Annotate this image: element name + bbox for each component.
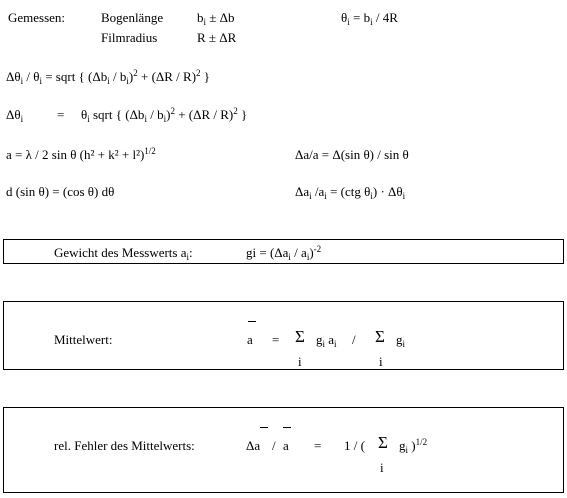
weight-box [3, 239, 564, 264]
sum-index-2: i [379, 354, 383, 369]
weight-formula: gi = $(\Delta a_i / a_i)^{-2}$ [246, 244, 322, 262]
mean-overbar [248, 321, 256, 322]
mean-slash: / [352, 332, 356, 347]
theta-error-rhs: $\theta_i$ sqrt { $(\Delta b_i / b_i)^2 + (\Delta R / R)^2$ } [81, 106, 248, 124]
relative-error-label: rel. Fehler des Mittelwerts: [54, 438, 195, 453]
mean-equals: = [272, 332, 280, 347]
filmradius-expr: R ± ΔR [197, 30, 237, 45]
bogenlaenge-label: Bogenlänge [101, 10, 164, 25]
theta-error-equals: = [57, 107, 65, 122]
mean-a: a [247, 332, 253, 347]
gemessen-label: Gemessen: [8, 10, 66, 25]
delta-a-overbar [260, 427, 268, 428]
theta-error-lhs: $\Delta\theta_i$ [6, 107, 24, 124]
relative-error-box [3, 407, 564, 493]
mean-denominator-term: $g_i$ [396, 332, 406, 349]
sum-index-1: i [298, 354, 302, 369]
relative-a-error-equation: Δa/a = Δ(sin θ) / sin θ [295, 147, 409, 162]
sum-symbol: Σ [295, 327, 305, 346]
a-mean: a [283, 438, 289, 453]
weight-label: Gewicht des Messwerts $a_i$: [54, 245, 193, 262]
mean-box [3, 301, 564, 370]
lattice-constant-equation: a = λ / 2 sin θ $(h^2 + k^2 + l^2)^{1/2}$ [6, 146, 156, 162]
sum-index-3: i [380, 460, 384, 475]
a-mean-overbar [283, 427, 291, 428]
mean-label: Mittelwert: [54, 332, 113, 347]
relative-error-equals: = [314, 438, 322, 453]
relative-error-one-over: 1 / ( [344, 438, 365, 453]
relative-error-weight-sum: $g_i$ )$^{1/2}$ [399, 437, 428, 455]
bogenlaenge-expr: $b_i \pm \Delta b$ [197, 10, 235, 27]
sum-symbol-2: Σ [375, 327, 385, 346]
sum-symbol-3: Σ [378, 433, 388, 452]
theta-definition: $\theta_i = b_i / 4R$ [341, 10, 398, 27]
relative-error-slash: / [272, 438, 276, 453]
mean-numerator-terms: $g_i$ $a_i$ [316, 332, 337, 349]
relative-theta-error-equation: $\Delta\theta_i / \theta_i$ = sqrt { $(\Delta b_i / b_i)^2 + (\Delta R / R)^2$ } [6, 68, 211, 86]
a-i-error-equation: $\Delta a_i$ $/a_i = (ctg$ $\theta_i) \cdot \Delta\theta_i$ [295, 184, 406, 201]
filmradius-label: Filmradius [101, 30, 158, 45]
sin-differential-equation: d (sin θ) = (cos θ) dθ [6, 184, 115, 199]
delta-a-mean: Δa [246, 438, 261, 453]
